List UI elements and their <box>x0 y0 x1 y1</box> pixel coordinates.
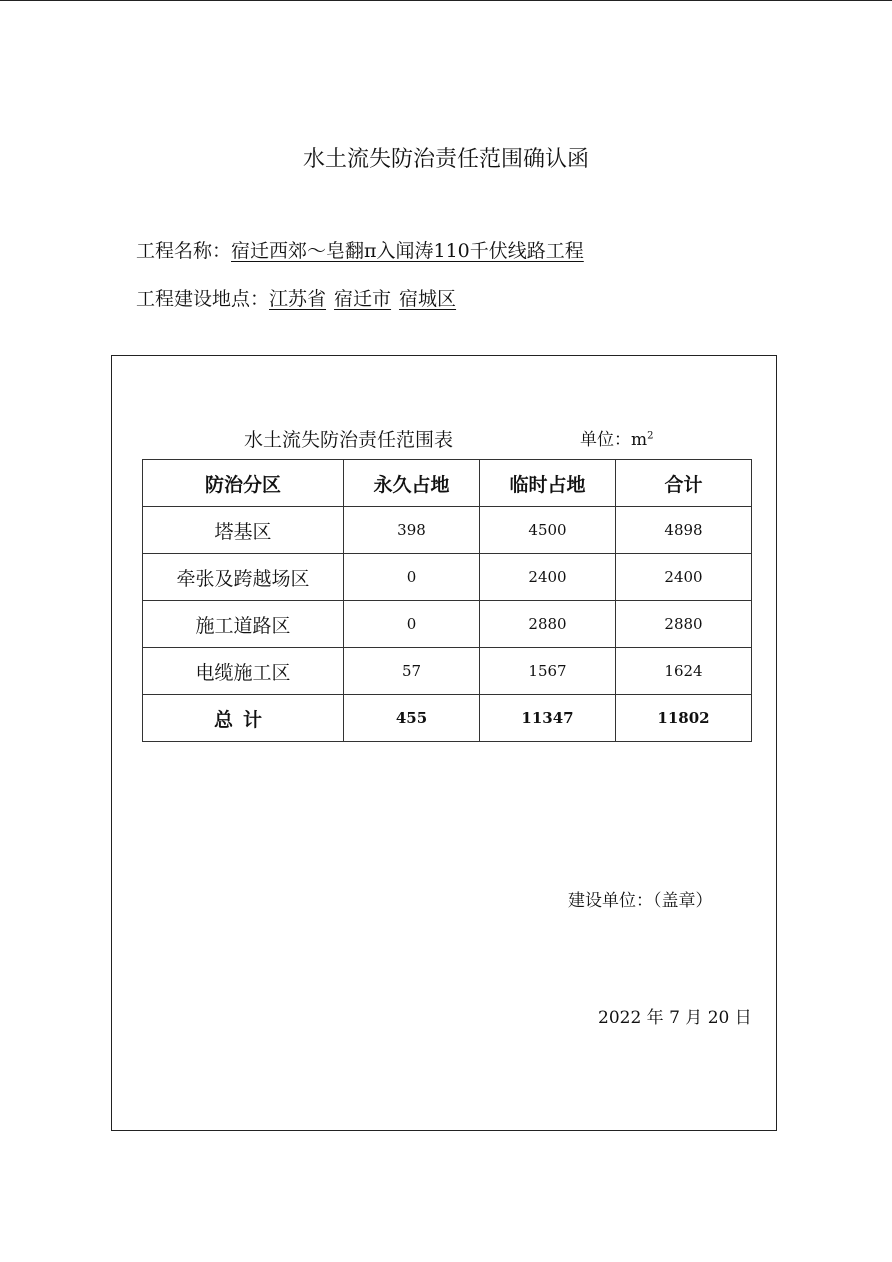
header-zone: 防治分区 <box>143 460 344 507</box>
table-row <box>143 554 752 601</box>
permanent-cell: 0 <box>344 554 480 601</box>
project-name-label: 工程名称： <box>136 240 232 262</box>
location-district: 宿城区 <box>399 288 457 310</box>
project-location-line <box>136 284 464 311</box>
location-city: 宿迁市 <box>334 288 392 310</box>
header-temporary: 临时占地 <box>480 460 616 507</box>
zone-cell: 施工道路区 <box>143 601 344 648</box>
zone-cell: 塔基区 <box>143 507 344 554</box>
zone-cell: 电缆施工区 <box>143 648 344 695</box>
temporary-cell: 2880 <box>480 601 616 648</box>
project-name-line <box>136 236 584 263</box>
sum-cell: 1624 <box>616 648 752 695</box>
sum-cell: 2400 <box>616 554 752 601</box>
document-date: 2022 年 7 月 20 日 <box>598 1008 752 1028</box>
location-province: 江苏省 <box>269 288 327 310</box>
temporary-cell: 4500 <box>480 507 616 554</box>
top-border-line <box>0 0 892 1</box>
zone-cell: 牵张及跨越场区 <box>143 554 344 601</box>
permanent-cell: 398 <box>344 507 480 554</box>
sum-cell: 4898 <box>616 507 752 554</box>
document-title: 水土流失防治责任范围确认函 <box>302 147 589 172</box>
project-name-value: 宿迁西郊～皂翻π入闻涛110千伏线路工程 <box>231 240 584 262</box>
responsibility-table <box>142 459 752 742</box>
table-caption: 水土流失防治责任范围表 <box>244 429 454 451</box>
table-row <box>143 601 752 648</box>
permanent-cell: 0 <box>344 601 480 648</box>
header-permanent: 永久占地 <box>344 460 480 507</box>
table-row <box>143 648 752 695</box>
temporary-cell: 2400 <box>480 554 616 601</box>
total-sum-cell: 11802 <box>616 695 752 742</box>
total-permanent-cell: 455 <box>344 695 480 742</box>
table-row <box>143 507 752 554</box>
table-header-row <box>143 460 752 507</box>
builder-signature: 建设单位：（盖章） <box>568 891 713 911</box>
header-total: 合计 <box>616 460 752 507</box>
total-temporary-cell: 11347 <box>480 695 616 742</box>
temporary-cell: 1567 <box>480 648 616 695</box>
project-location-label: 工程建设地点： <box>136 288 270 310</box>
sum-cell: 2880 <box>616 601 752 648</box>
table-total-row <box>143 695 752 742</box>
unit-label: 单位：$m^2$ <box>580 430 654 450</box>
total-label-cell: 总计 <box>143 695 344 742</box>
permanent-cell: 57 <box>344 648 480 695</box>
